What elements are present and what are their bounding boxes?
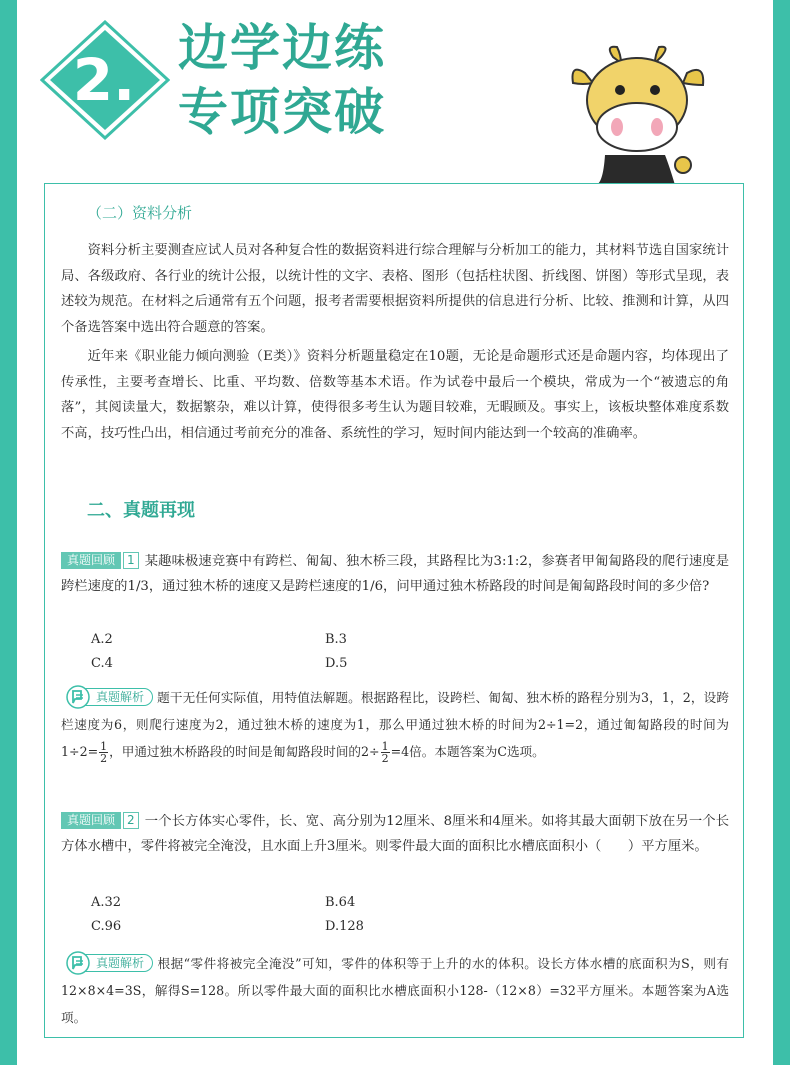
option-d: D.5 (325, 656, 348, 671)
analysis-text-part3: =4倍。本题答案为C选项。 (390, 744, 545, 759)
analysis-tag: 真题解析 (71, 688, 153, 706)
option-b: B.3 (325, 632, 347, 647)
question-text: 一个长方体实心零件，长、宽、高分别为12厘米、8厘米和4厘米。如将其最大面朝下放在另一个长方体水槽中，零件将被完全淹没，且水面上升3厘米。则零件最大面的面积比水槽底面积小（ ）平方厘米。 (61, 814, 729, 854)
intro-paragraph-2: 近年来《职业能力倾向测验（E类）》资料分析题量稳定在10题，无论是命题形式还是命题内容，均体现出了传承性，主要考查增长、比重、平均数、倍数等基本术语。作为试卷中最后一个模块，常成为一个“被遗忘的角落”，其阅读量大，数据繁杂，难以计算，使得很多考生认为题目较难，无暇顾及。事实上，该板块整体难度系数不高，技巧性凸出，相信通过考前充分的准备、系统性的学习，短时间内能达到一个较高的准确率。 (61, 349, 729, 441)
option-c: C.96 (91, 919, 122, 934)
page-title-line1: 边学边练 (178, 19, 386, 77)
analysis-text: 根据“零件将被完全淹没”可知，零件的体积等于上升的水的体积。设长方体水槽的底面积为S，则有12×8×4=3S，解得S=128。所以零件最大面的面积比水槽底面积小128-（12×8）=32平方厘米。本题答案为A选项。 (61, 956, 729, 1025)
section-heading: 二、真题再现 (87, 500, 195, 521)
section-number-badge (40, 20, 170, 140)
intro-paragraph-1: 资料分析主要测查应试人员对各种复合性的数据资料进行综合理解与分析加工的能力，其材料节选自国家统计局、各级政府、各行业的统计公报，以统计性的文字、表格、图形（包括柱状图、折线图、饼图）等形式呈现，表述较为规范。在材料之后通常有五个问题，报考者需要根据资料所提供的信息进行分析、比较、推测和计算，从四个备选答案中选出符合题意的答案。 (61, 243, 729, 335)
question-number: 1 (123, 552, 139, 569)
question-1 (61, 549, 729, 599)
page-title-line2: 专项突破 (178, 83, 386, 141)
option-d: D.128 (325, 919, 364, 934)
review-tag: 真题回顾 (61, 812, 121, 829)
analysis-text-part2: ，甲通过独木桥路段的时间是匍匐路段时间的2÷ (109, 744, 380, 759)
question-number: 2 (123, 812, 139, 829)
answer-analysis-1 (61, 684, 729, 765)
content-panel (44, 183, 744, 1038)
fraction-half: $\frac{1}{2}$ (100, 740, 108, 765)
book-icon (66, 951, 90, 975)
right-accent-bar (773, 0, 790, 1065)
question-text: 某趣味极速竞赛中有跨栏、匍匐、独木桥三段，其路程比为3:1:2，参赛者甲匍匐路段的爬行速度是跨栏速度的1/3，通过独木桥的速度又是跨栏速度的1/6，问甲通过独木桥路段的时间是匍匐路段时间的多少倍? (61, 554, 729, 594)
option-c: C.4 (91, 656, 113, 671)
answer-analysis-2 (61, 950, 729, 1031)
option-a: A.32 (91, 895, 122, 910)
analysis-tag: 真题解析 (71, 954, 153, 972)
left-accent-bar (0, 0, 17, 1065)
review-tag: 真题回顾 (61, 552, 121, 569)
question-2 (61, 809, 729, 859)
option-a: A.2 (91, 632, 113, 647)
book-icon (66, 685, 90, 709)
fraction-half: $\frac{1}{2}$ (381, 740, 389, 765)
subsection-heading: （二）资料分析 (87, 204, 193, 222)
analysis-text-part1: 题干无任何实际值，用特值法解题。根据路程比，设跨栏、匍匐、独木桥的路程分别为3，1，2，设跨栏速度为6，则爬行速度为2，通过独木桥的速度为1，那么甲通过独木桥的时间为2÷1=2，通过匍匐路段的时间为1÷2= (61, 690, 729, 759)
cow-mascot-illustration (565, 45, 715, 185)
badge-number: 2. (72, 46, 136, 114)
option-b: B.64 (325, 895, 356, 910)
